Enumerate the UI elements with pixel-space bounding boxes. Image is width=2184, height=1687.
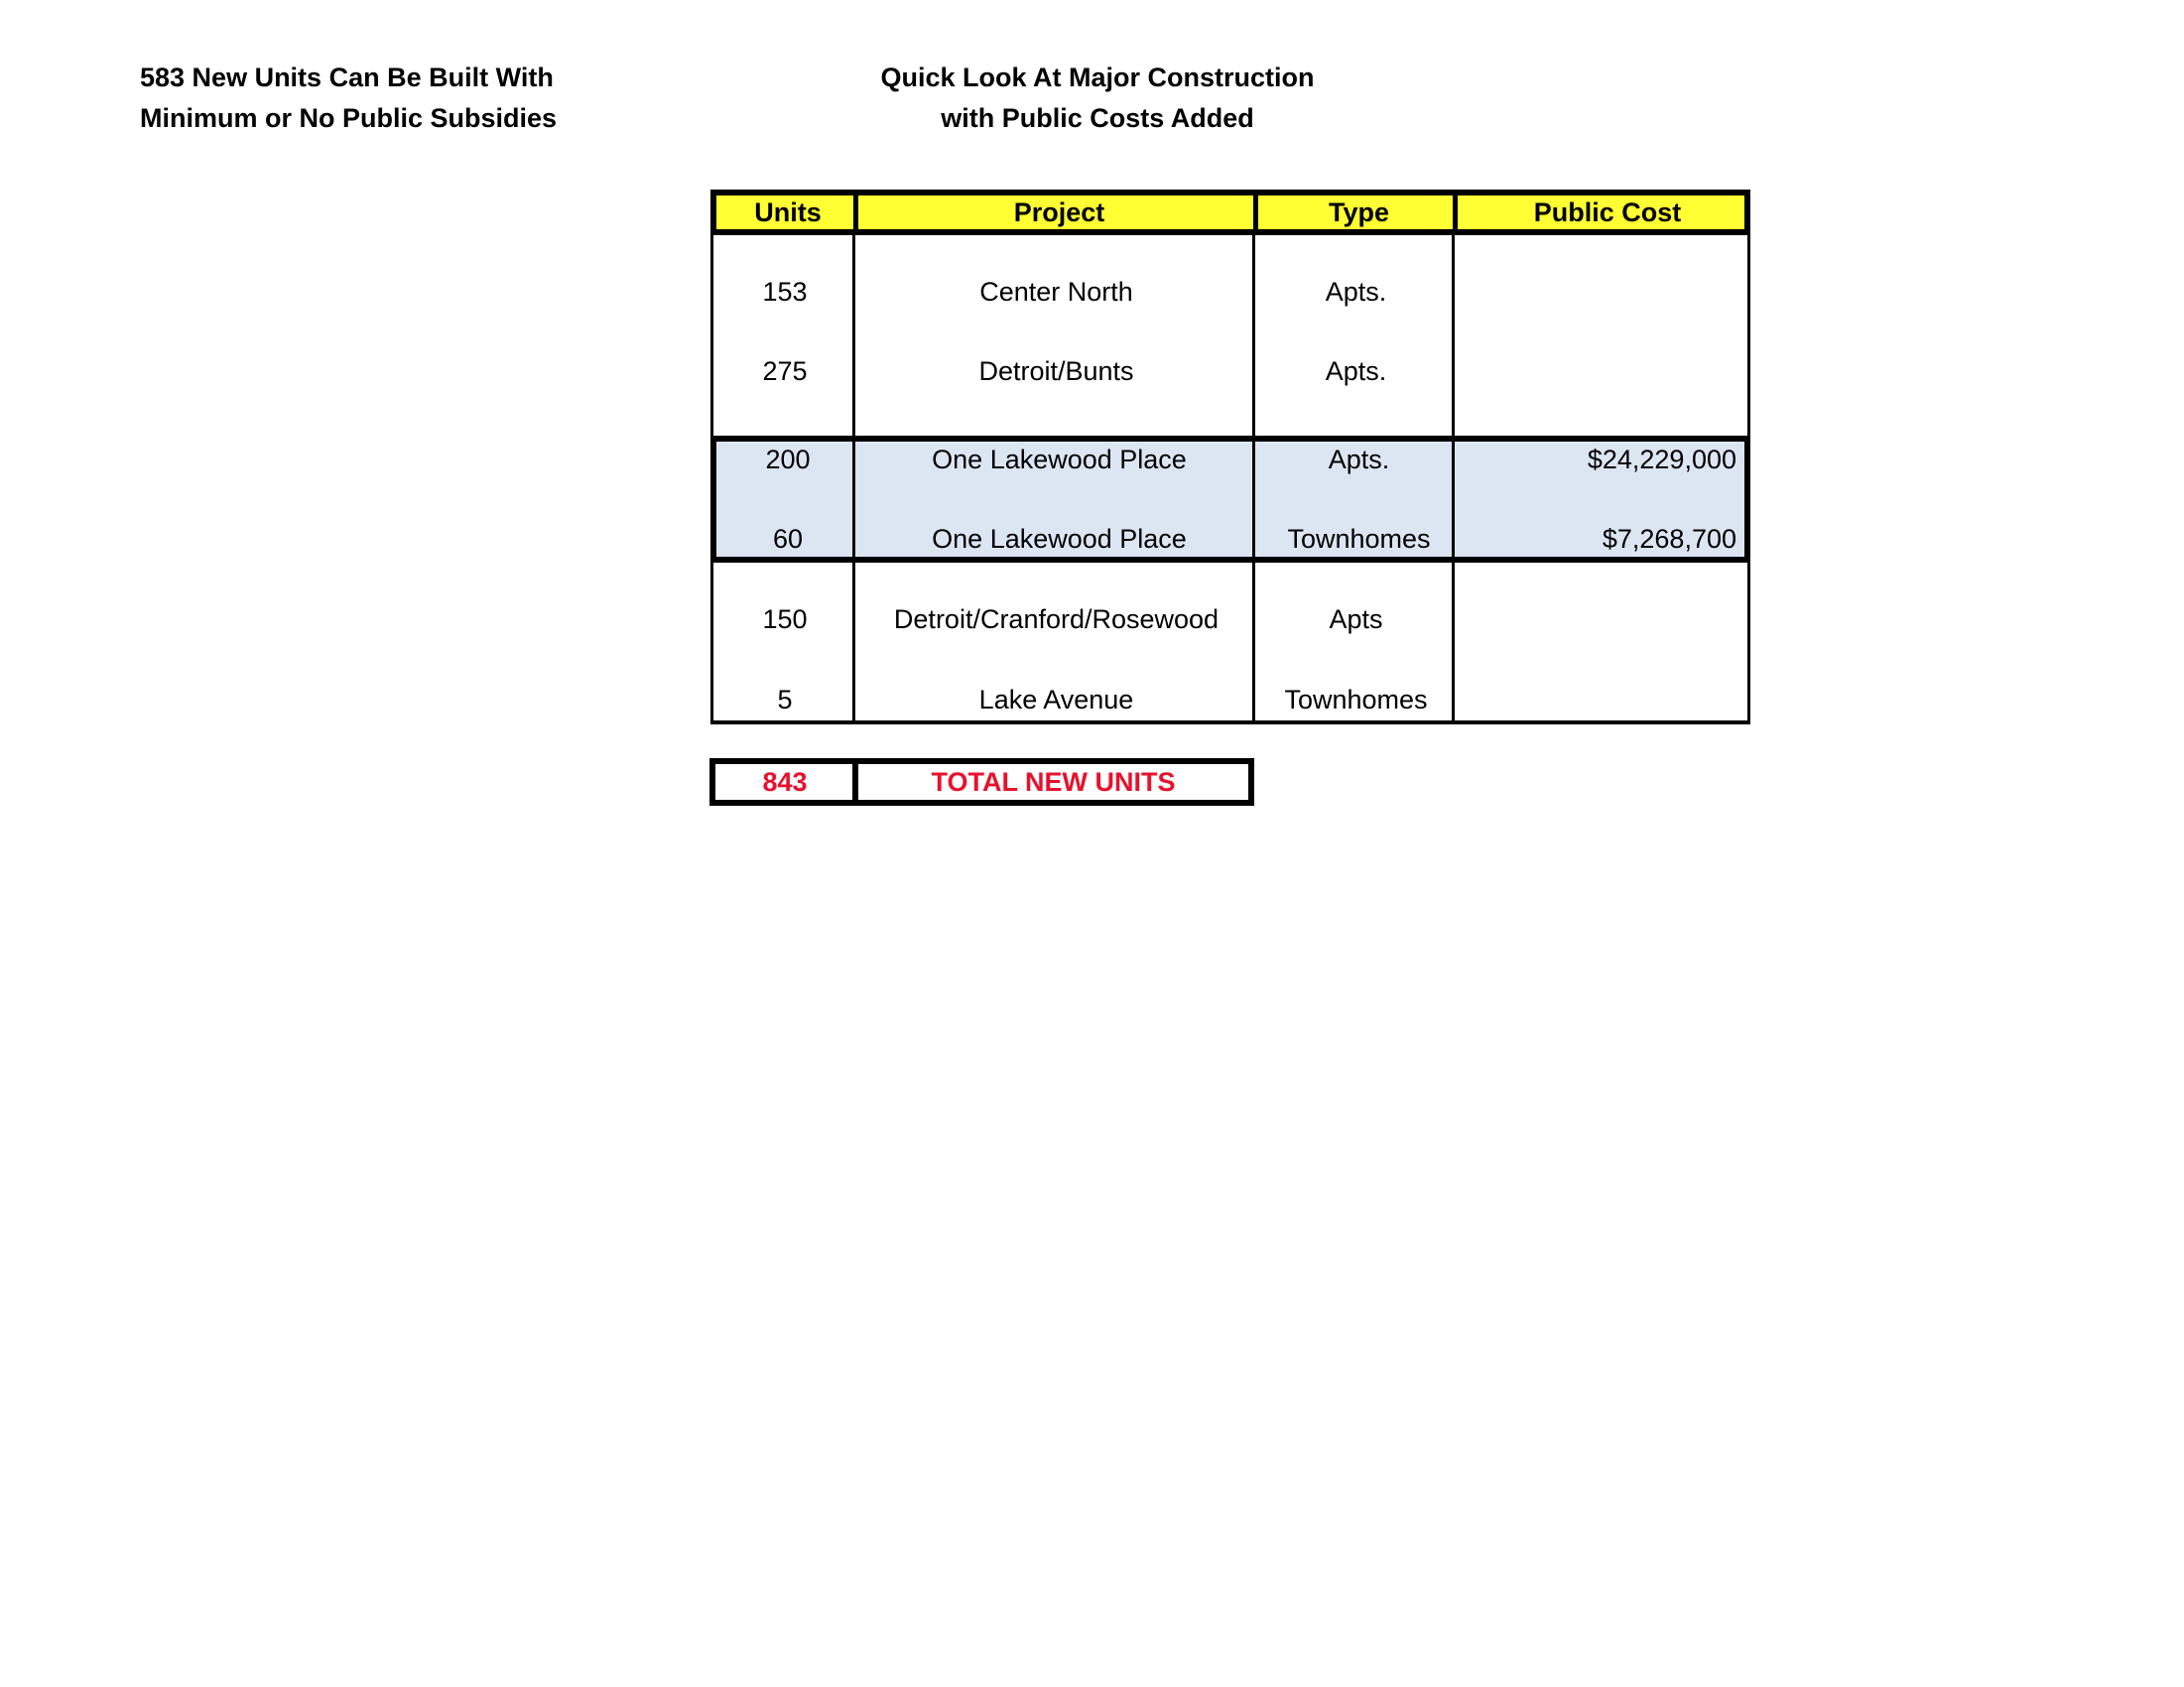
table-row-2-units: 275	[762, 356, 808, 386]
page-title-line1: Quick Look At Major Construction	[880, 63, 1315, 92]
column-header-units: Units	[754, 197, 822, 227]
total-label: TOTAL NEW UNITS	[931, 767, 1176, 797]
public-cost-cell	[1456, 235, 1753, 436]
table-row-3-type: Apts.	[1328, 445, 1390, 474]
table-row-4-units: 60	[772, 524, 804, 554]
table-row-1-project: Center North	[979, 277, 1133, 307]
table-row-4-project: One Lakewood Place	[932, 524, 1187, 554]
row-group-public-cost	[710, 436, 1750, 563]
table-row-6-units: 5	[777, 685, 793, 714]
table-row-3-project: One Lakewood Place	[932, 445, 1187, 474]
column-divider	[853, 195, 858, 229]
left-heading-line2: Minimum or No Public Subsidies	[140, 103, 558, 133]
column-header-public-cost: Public Cost	[1533, 197, 1682, 227]
table-row-1-type: Apts.	[1325, 277, 1387, 307]
table-row-4-type: Townhomes	[1287, 524, 1431, 554]
project-cell	[856, 235, 1256, 436]
page-title	[873, 58, 1322, 139]
total-units: 843	[762, 767, 808, 797]
column-divider	[1253, 195, 1258, 229]
left-heading	[140, 58, 557, 139]
column-header-type: Type	[1328, 197, 1389, 227]
construction-table	[710, 190, 1750, 724]
units-cell	[713, 563, 856, 720]
row-group-no-subsidy-1	[710, 235, 1750, 436]
table-row-2-project: Detroit/Bunts	[978, 356, 1134, 386]
table-row-3-public-cost: $24,229,000	[1587, 445, 1736, 474]
table-row-2-type: Apts.	[1325, 356, 1387, 386]
table-row-6-project: Lake Avenue	[978, 685, 1134, 714]
table-row-5-project: Detroit/Cranford/Rosewood	[893, 604, 1220, 634]
column-header-project: Project	[1013, 197, 1105, 227]
public-cost-cell	[1456, 563, 1753, 720]
project-cell	[859, 442, 1259, 557]
units-cell	[716, 442, 859, 557]
units-cell	[713, 235, 856, 436]
type-cell	[1256, 235, 1456, 436]
table-row-5-type: Apts	[1329, 604, 1383, 634]
table-row-6-type: Townhomes	[1284, 685, 1428, 714]
table-header	[710, 190, 1750, 235]
type-cell	[1256, 563, 1456, 720]
type-cell	[1259, 442, 1459, 557]
row-group-no-subsidy-2	[710, 563, 1750, 724]
table-row-3-units: 200	[765, 445, 811, 474]
left-heading-line1: 583 New Units Can Be Built With	[140, 63, 554, 92]
table-row-1-units: 153	[762, 277, 808, 307]
page-title-line2: with Public Costs Added	[941, 103, 1254, 133]
public-cost-cell	[1459, 442, 1750, 557]
project-cell	[856, 563, 1256, 720]
table-row-5-units: 150	[762, 604, 808, 634]
table-row-4-public-cost: $7,268,700	[1602, 524, 1736, 554]
column-divider	[1453, 195, 1458, 229]
total-box	[709, 758, 1254, 806]
